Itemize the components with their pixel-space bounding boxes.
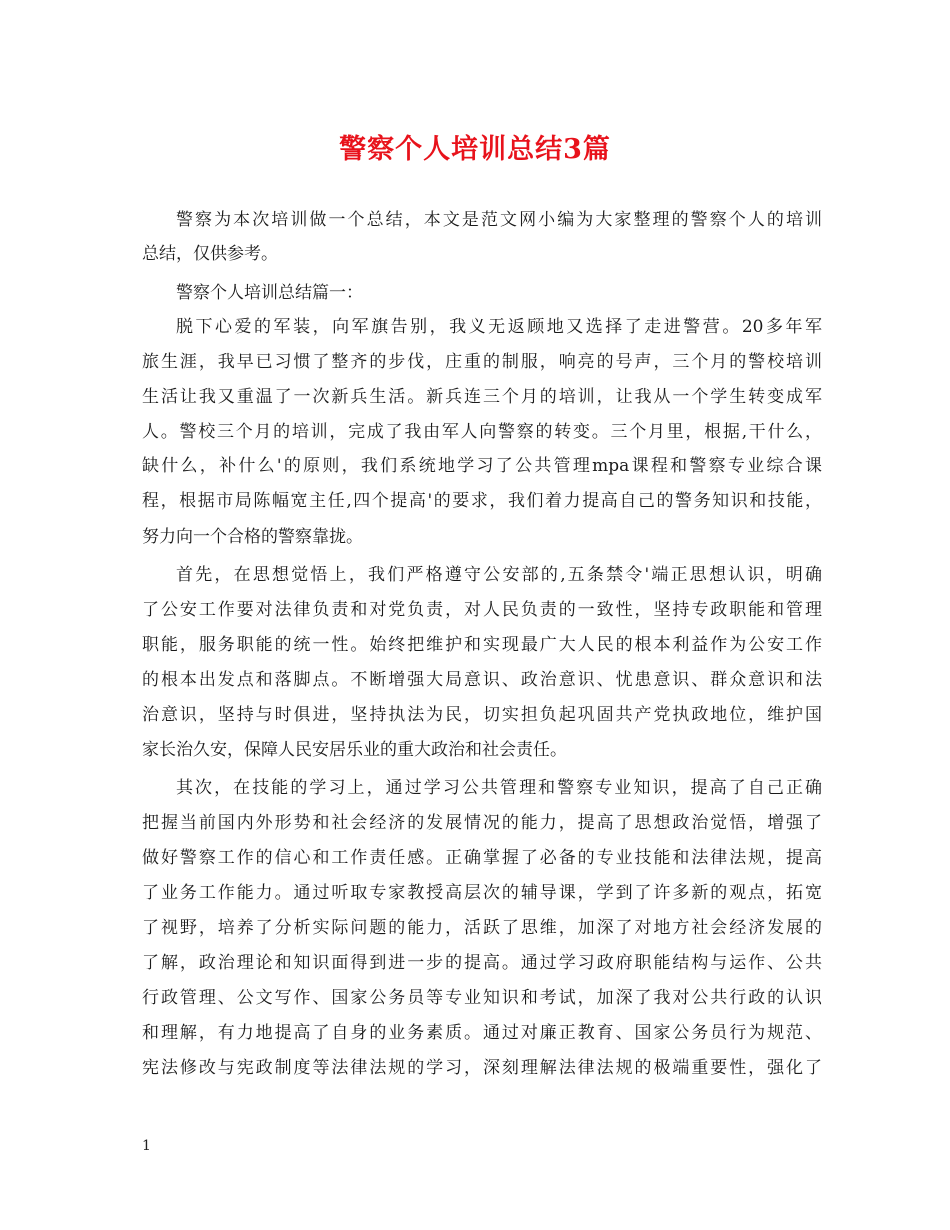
body-line: 行政管理、公文写作、国家公务员等专业知识和考试，加深了我对公共行政的认识 [142, 988, 822, 1008]
body-line: 旅生涯，我早已习惯了整齐的步伐，庄重的制服，响亮的号声，三个月的警校培训 [142, 352, 822, 372]
body-line: 了公安工作要对法律负责和对党负责，对人民负责的一致性，坚持专政职能和管理 [142, 600, 822, 620]
body-line: 职能，服务职能的统一性。始终把维护和实现最广大人民的根本利益作为公安工作 [142, 635, 822, 655]
document-title: 警察个人培训总结3篇 [339, 134, 611, 165]
body-line: 总结，仅供参考。 [142, 244, 278, 264]
body-line: 做好警察工作的信心和工作责任感。正确掌握了必备的专业技能和法律法规，提高 [142, 848, 822, 868]
body-line: 脱下心爱的军装，向军旗告别，我义无返顾地又选择了走进警营。20多年军 [176, 317, 822, 337]
body-line: 家长治久安，保障人民安居乐业的重大政治和社会责任。 [142, 740, 567, 760]
body-line: 努力向一个合格的警察靠拢。 [142, 527, 363, 547]
body-line: 生活让我又重温了一次新兵生活。新兵连三个月的培训，让我从一个学生转变成军 [142, 387, 822, 407]
section-heading: 警察个人培训总结篇一： [176, 283, 363, 303]
body-line: 了业务工作能力。通过听取专家教授高层次的辅导课，学到了许多新的观点，拓宽 [142, 883, 822, 903]
body-line: 和理解，有力地提高了自身的业务素质。通过对廉正教育、国家公务员行为规范、 [142, 1023, 822, 1043]
body-line: 其次，在技能的学习上，通过学习公共管理和警察专业知识，提高了自己正确 [176, 778, 822, 798]
body-line: 了解，政治理论和知识面得到进一步的提高。通过学习政府职能结构与运作、公共 [142, 953, 822, 973]
body-line: 人。警校三个月的培训，完成了我由军人向警察的转变。三个月里，根据‚干什么， [142, 422, 822, 442]
body-line: 治意识，坚持与时俱进，坚持执法为民，切实担负起巩固共产党执政地位，维护国 [142, 705, 822, 725]
body-line: 首先，在思想觉悟上，我们严格遵守公安部的‚五条禁令'端正思想认识，明确 [176, 565, 822, 585]
body-line: 的根本出发点和落脚点。不断增强大局意识、政治意识、忧患意识、群众意识和法 [142, 670, 822, 690]
page-number: 1 [142, 1138, 151, 1154]
body-line: 程，根据市局陈幅宽主任‚四个提高'的要求，我们着力提高自己的警务知识和技能， [142, 491, 822, 511]
body-line: 缺什么，补什么'的原则，我们系统地学习了公共管理mpa课程和警察专业综合课 [142, 456, 822, 476]
body-line: 了视野，培养了分析实际问题的能力，活跃了思维，加深了对地方社会经济发展的 [142, 918, 822, 938]
body-line: 警察为本次培训做一个总结，本文是范文网小编为大家整理的警察个人的培训 [176, 210, 822, 230]
body-line: 把握当前国内外形势和社会经济的发展情况的能力，提高了思想政治觉悟，增强了 [142, 813, 822, 833]
body-line: 宪法修改与宪政制度等法律法规的学习，深刻理解法律法规的极端重要性，强化了 [142, 1058, 822, 1078]
